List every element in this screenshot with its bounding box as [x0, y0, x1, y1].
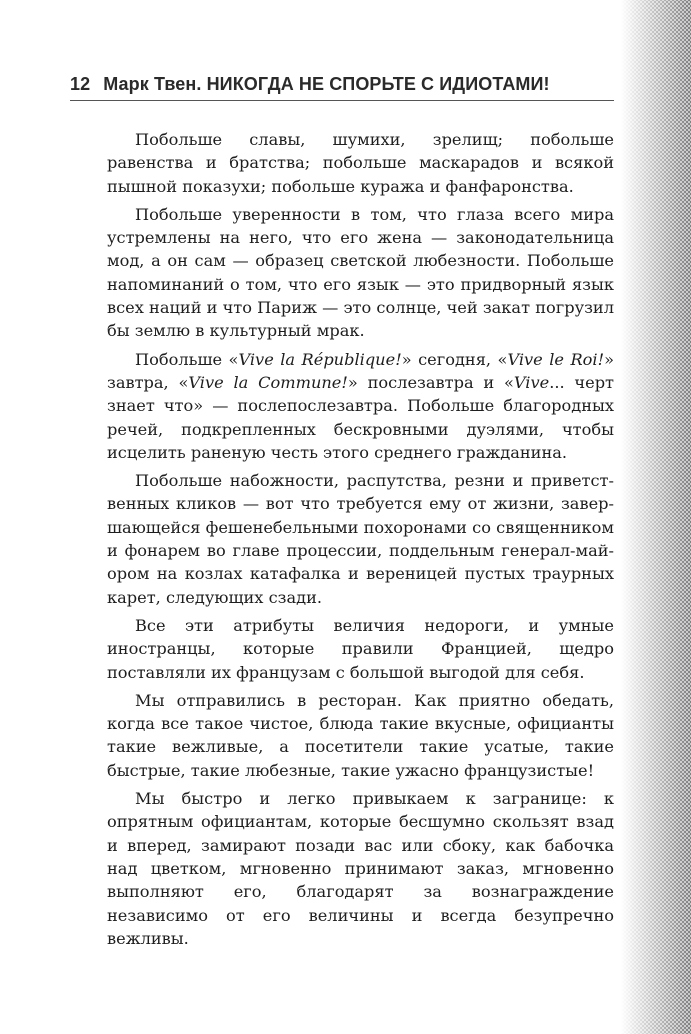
- paragraph-2: Побольше уверенности в том, что глаза всего мира устремлены на него, что его жена — законодательница мод, а он сам — образец светской любезности. Побольше напоминаний о том, что его язык — это придворный язык всех наций и что Париж — это солнце, чей закат погрузил бы землю в культурный мрак.: [107, 204, 614, 341]
- italic-phrase: Vive: [513, 372, 550, 392]
- running-header: [70, 74, 614, 96]
- paragraph-1: Побольше славы, шумихи, зрелищ; побольше равенства и братства; побольше маскарадов и всякой пышной показухи; побольше куража и фанфаронства.: [107, 130, 614, 196]
- paragraph-3-text: Побольше «: [135, 349, 239, 369]
- paragraph-3-text: ... черт знает что» — послепослезавтра. Побольше благородных речей, подкрепленных бескровными дуэлями, чтобы исцелить раненую честь этого среднего гражданина.: [107, 372, 615, 462]
- paragraph-5: Все эти атрибуты величия недороги, и умные иностранцы, которые правили Францией, щедро поставляли их французам с большой выгодой для себя.: [107, 615, 614, 682]
- page-number: 12: [70, 74, 91, 94]
- italic-phrase: Vive le Roi!: [507, 349, 605, 369]
- header-rule: [70, 100, 614, 101]
- italic-phrase: Vive la République!: [238, 349, 402, 369]
- italic-phrase: Vive la Commune!: [188, 372, 348, 392]
- paragraph-3: [107, 348, 614, 464]
- running-title: Марк Твен. НИКОГДА НЕ СПОРЬТЕ С ИДИОТАМИ!: [103, 74, 550, 94]
- paragraph-3-text: » сегодня, «: [401, 349, 508, 369]
- paragraph-7: Мы быстро и легко привыкаем к загранице: к опрятным официантам, которые бесшумно скользят взад и вперед, замирают позади вас или сбоку, как бабочка над цветком, мгновенно принимают заказ, мгновенно выполняют его, благодарят за вознаграждение независимо от его величины и всегда безупречно вежливы.: [107, 789, 614, 948]
- paragraph-4: Побольше набожности, распутства, резни и приветственных кликов — вот что требуется ему от жизни, завершающейся фешенебельными похоронами со священником и фонарем во главе процессии, поддельным генерал-майором на козлах катафалка и вереницей пустых траурных карет, следующих сзади.: [107, 471, 614, 607]
- paragraph-3-text: » послезавтра и «: [347, 372, 514, 392]
- paragraph-3-text: » завтра, «: [107, 349, 614, 392]
- body-text: [107, 128, 614, 955]
- paragraph-6: Мы отправились в ресторан. Как приятно обедать, когда все такое чистое, блюда такие вкусные, официанты такие вежливые, а посетители такие усатые, такие быстрые, такие любезные, такие ужасно французистые!: [107, 690, 614, 780]
- scan-edge-shading: [621, 0, 691, 1034]
